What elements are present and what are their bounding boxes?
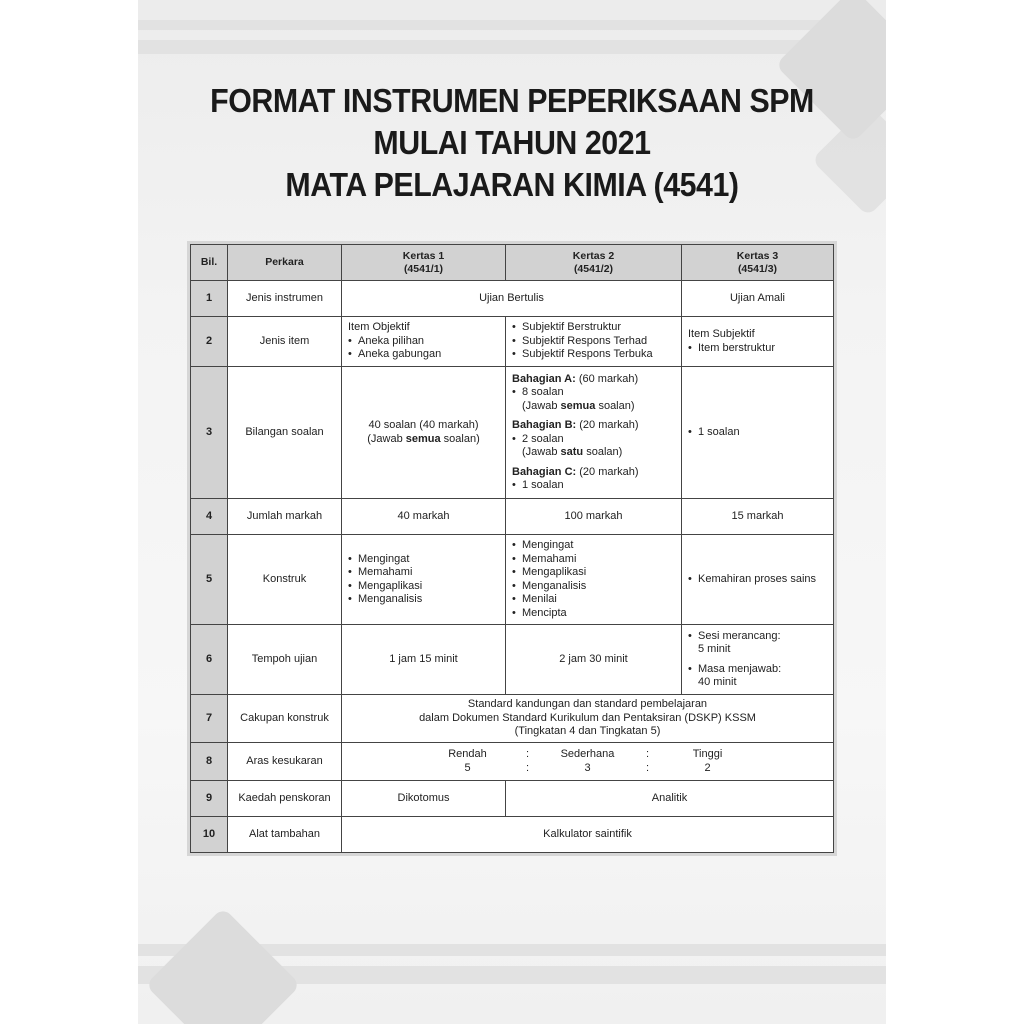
note-text: soalan) [595,399,635,412]
row-label: Aras kesukaran [228,743,342,781]
list-item: • Mengingat [512,539,675,553]
list-item: • Menganalisis [348,593,499,607]
level-sederhana [553,748,623,775]
list-item: • Aneka pilihan [348,335,499,349]
note-emphasis: satu [560,446,584,458]
bullet-list [348,553,499,607]
header-bil: Bil. [191,245,228,281]
list-item: • Mencipta [512,607,675,621]
bullet-list [512,386,675,400]
cell-all-papers: Kalkulator saintifik [342,817,834,853]
row-number: 1 [191,281,228,317]
note-emphasis: semua [405,432,441,445]
bullet-list [688,342,827,356]
list-item: • 2 soalan [512,433,675,447]
list-item: • Mengaplikasi [512,566,675,580]
list-item: • Mengaplikasi [348,580,499,594]
row-number: 9 [191,781,228,817]
scope-line: Standard kandungan dan standard pembelajaran [467,698,708,711]
cell-kertas-3: 15 markah [682,499,834,535]
cell-kertas-1: 40 markah [342,499,506,535]
cell-kertas-2: 100 markah [506,499,682,535]
list-item [688,663,827,690]
table-row [191,367,834,499]
cell-kertas-2: 2 jam 30 minit [506,625,682,695]
row-number: 6 [191,625,228,695]
note-text: (Jawab [367,432,406,445]
separator-colon: : [645,748,650,760]
note-emphasis: semua [560,399,596,412]
item-heading: Item Objektif [348,321,410,334]
cell-kertas-1: 1 jam 15 minit [342,625,506,695]
cell-kertas-1-2: Ujian Bertulis [342,281,682,317]
answer-note [512,400,675,414]
level-label: Sederhana [560,748,615,760]
list-item: • Subjektif Respons Terbuka [512,348,675,362]
note-text: (Jawab [522,446,561,458]
header-kertas-1-name: Kertas 1 [402,249,445,262]
table-row [191,695,834,743]
cell-kertas-3 [682,367,834,499]
decor-diamond [145,907,301,1024]
row-number: 8 [191,743,228,781]
header-kertas-3-code: (4541/3) [737,262,778,275]
note-text: soalan) [583,446,623,458]
separator-colon: : [645,761,650,774]
section-marks: (60 markah) [575,372,639,385]
table-row [191,281,834,317]
table-row [191,781,834,817]
section-label: Bahagian B: [512,419,577,431]
session-duration: 40 minit [698,676,737,688]
row-number: 5 [191,535,228,625]
cell-kertas-1 [342,535,506,625]
section-heading [512,419,675,433]
row-label: Bilangan soalan [228,367,342,499]
bullet-list [512,433,675,447]
row-label: Cakupan konstruk [228,695,342,743]
table-row [191,535,834,625]
cell-kertas-2-3: Analitik [506,781,834,817]
ratio-separator [503,748,553,775]
level-tinggi [673,748,743,775]
header-kertas-3 [682,245,834,281]
session-duration: 5 minit [698,643,731,655]
bullet-list [688,426,827,440]
list-item: • Item berstruktur [688,342,827,356]
row-number: 2 [191,317,228,367]
difficulty-levels [348,748,827,775]
format-table [190,244,834,853]
row-label: Jenis instrumen [228,281,342,317]
separator-colon: : [525,748,530,760]
list-item: • Kemahiran proses sains [688,573,827,587]
level-label: Rendah [448,748,487,760]
row-label: Kaedah penskoran [228,781,342,817]
row-number: 7 [191,695,228,743]
level-value: 2 [704,761,711,774]
separator-colon: : [525,761,530,774]
row-number: 10 [191,817,228,853]
bullet-list [688,630,827,690]
bullet-list [512,321,675,362]
cell-kertas-3 [682,317,834,367]
level-label: Tinggi [692,748,723,760]
row-label: Tempoh ujian [228,625,342,695]
list-item: • Memahami [512,553,675,567]
row-label: Konstruk [228,535,342,625]
title-line-3: MATA PELAJARAN KIMIA (4541) [285,166,739,203]
list-item: • Mengingat [348,553,499,567]
title-line-1: FORMAT INSTRUMEN PEPERIKSAAN SPM [210,82,814,119]
section-a [512,373,675,414]
item-heading: Item Subjektif [688,328,755,340]
list-item: • Memahami [348,566,499,580]
list-item: • Subjektif Berstruktur [512,321,675,335]
level-value: 5 [464,761,471,774]
note-text: (Jawab [522,399,561,412]
cell-all-papers [342,695,834,743]
cell-kertas-2 [506,367,682,499]
decor-band [138,40,886,54]
section-label: Bahagian C: [512,465,577,478]
list-item: • 1 soalan [688,426,827,440]
title-line-2: MULAI TAHUN 2021 [373,124,651,161]
scope-line: dalam Dokumen Standard Kurikulum dan Pentaksiran (DSKP) KSSM [419,711,756,724]
cell-kertas-1 [342,317,506,367]
section-marks: (20 markah) [576,465,639,478]
header-kertas-2 [506,245,682,281]
bullet-list [512,479,675,493]
header-kertas-1 [342,245,506,281]
cell-kertas-3: Ujian Amali [682,281,834,317]
header-perkara: Perkara [228,245,342,281]
table-row [191,817,834,853]
session-label: • Masa menjawab: [698,662,782,675]
list-item: • Aneka gabungan [348,348,499,362]
row-label: Jumlah markah [228,499,342,535]
header-kertas-2-name: Kertas 2 [572,249,615,262]
table-row [191,499,834,535]
level-value: 3 [584,761,591,774]
section-label: Bahagian A: [512,372,576,385]
header-kertas-3-name: Kertas 3 [736,249,779,262]
section-heading [512,373,675,387]
table-header-row [191,245,834,281]
ratio-separator [623,748,673,775]
list-item [688,630,827,657]
list-item: • Menganalisis [512,580,675,594]
bullet-list [348,335,499,362]
table-row [191,625,834,695]
cell-kertas-3 [682,625,834,695]
row-number: 4 [191,499,228,535]
section-c [512,466,675,493]
cell-kertas-2 [506,535,682,625]
answer-note [512,446,675,460]
section-heading [512,466,675,480]
bullet-list [512,539,675,620]
bullet-list [688,573,827,587]
row-label: Alat tambahan [228,817,342,853]
cell-kertas-1: Dikotomus [342,781,506,817]
session-label: • Sesi merancang: [698,629,781,642]
list-item: • Subjektif Respons Terhad [512,335,675,349]
cell-all-papers [342,743,834,781]
cell-kertas-3 [682,535,834,625]
level-rendah [433,748,503,775]
answer-note [348,433,499,447]
decor-band [138,20,886,30]
note-text: soalan) [440,432,480,445]
list-item: • Menilai [512,593,675,607]
header-kertas-1-code: (4541/1) [403,262,444,275]
row-number: 3 [191,367,228,499]
table-row [191,317,834,367]
table-row [191,743,834,781]
section-marks: (20 markah) [576,419,639,431]
cell-kertas-2 [506,317,682,367]
cell-kertas-1 [342,367,506,499]
row-label: Jenis item [228,317,342,367]
scope-line: (Tingkatan 4 dan Tingkatan 5) [514,725,661,738]
question-count: 40 soalan (40 markah) [368,419,479,431]
list-item: • 8 soalan [512,386,675,400]
page-title [41,80,983,206]
section-b [512,419,675,460]
list-item: • 1 soalan [512,479,675,493]
header-kertas-2-code: (4541/2) [573,262,614,275]
